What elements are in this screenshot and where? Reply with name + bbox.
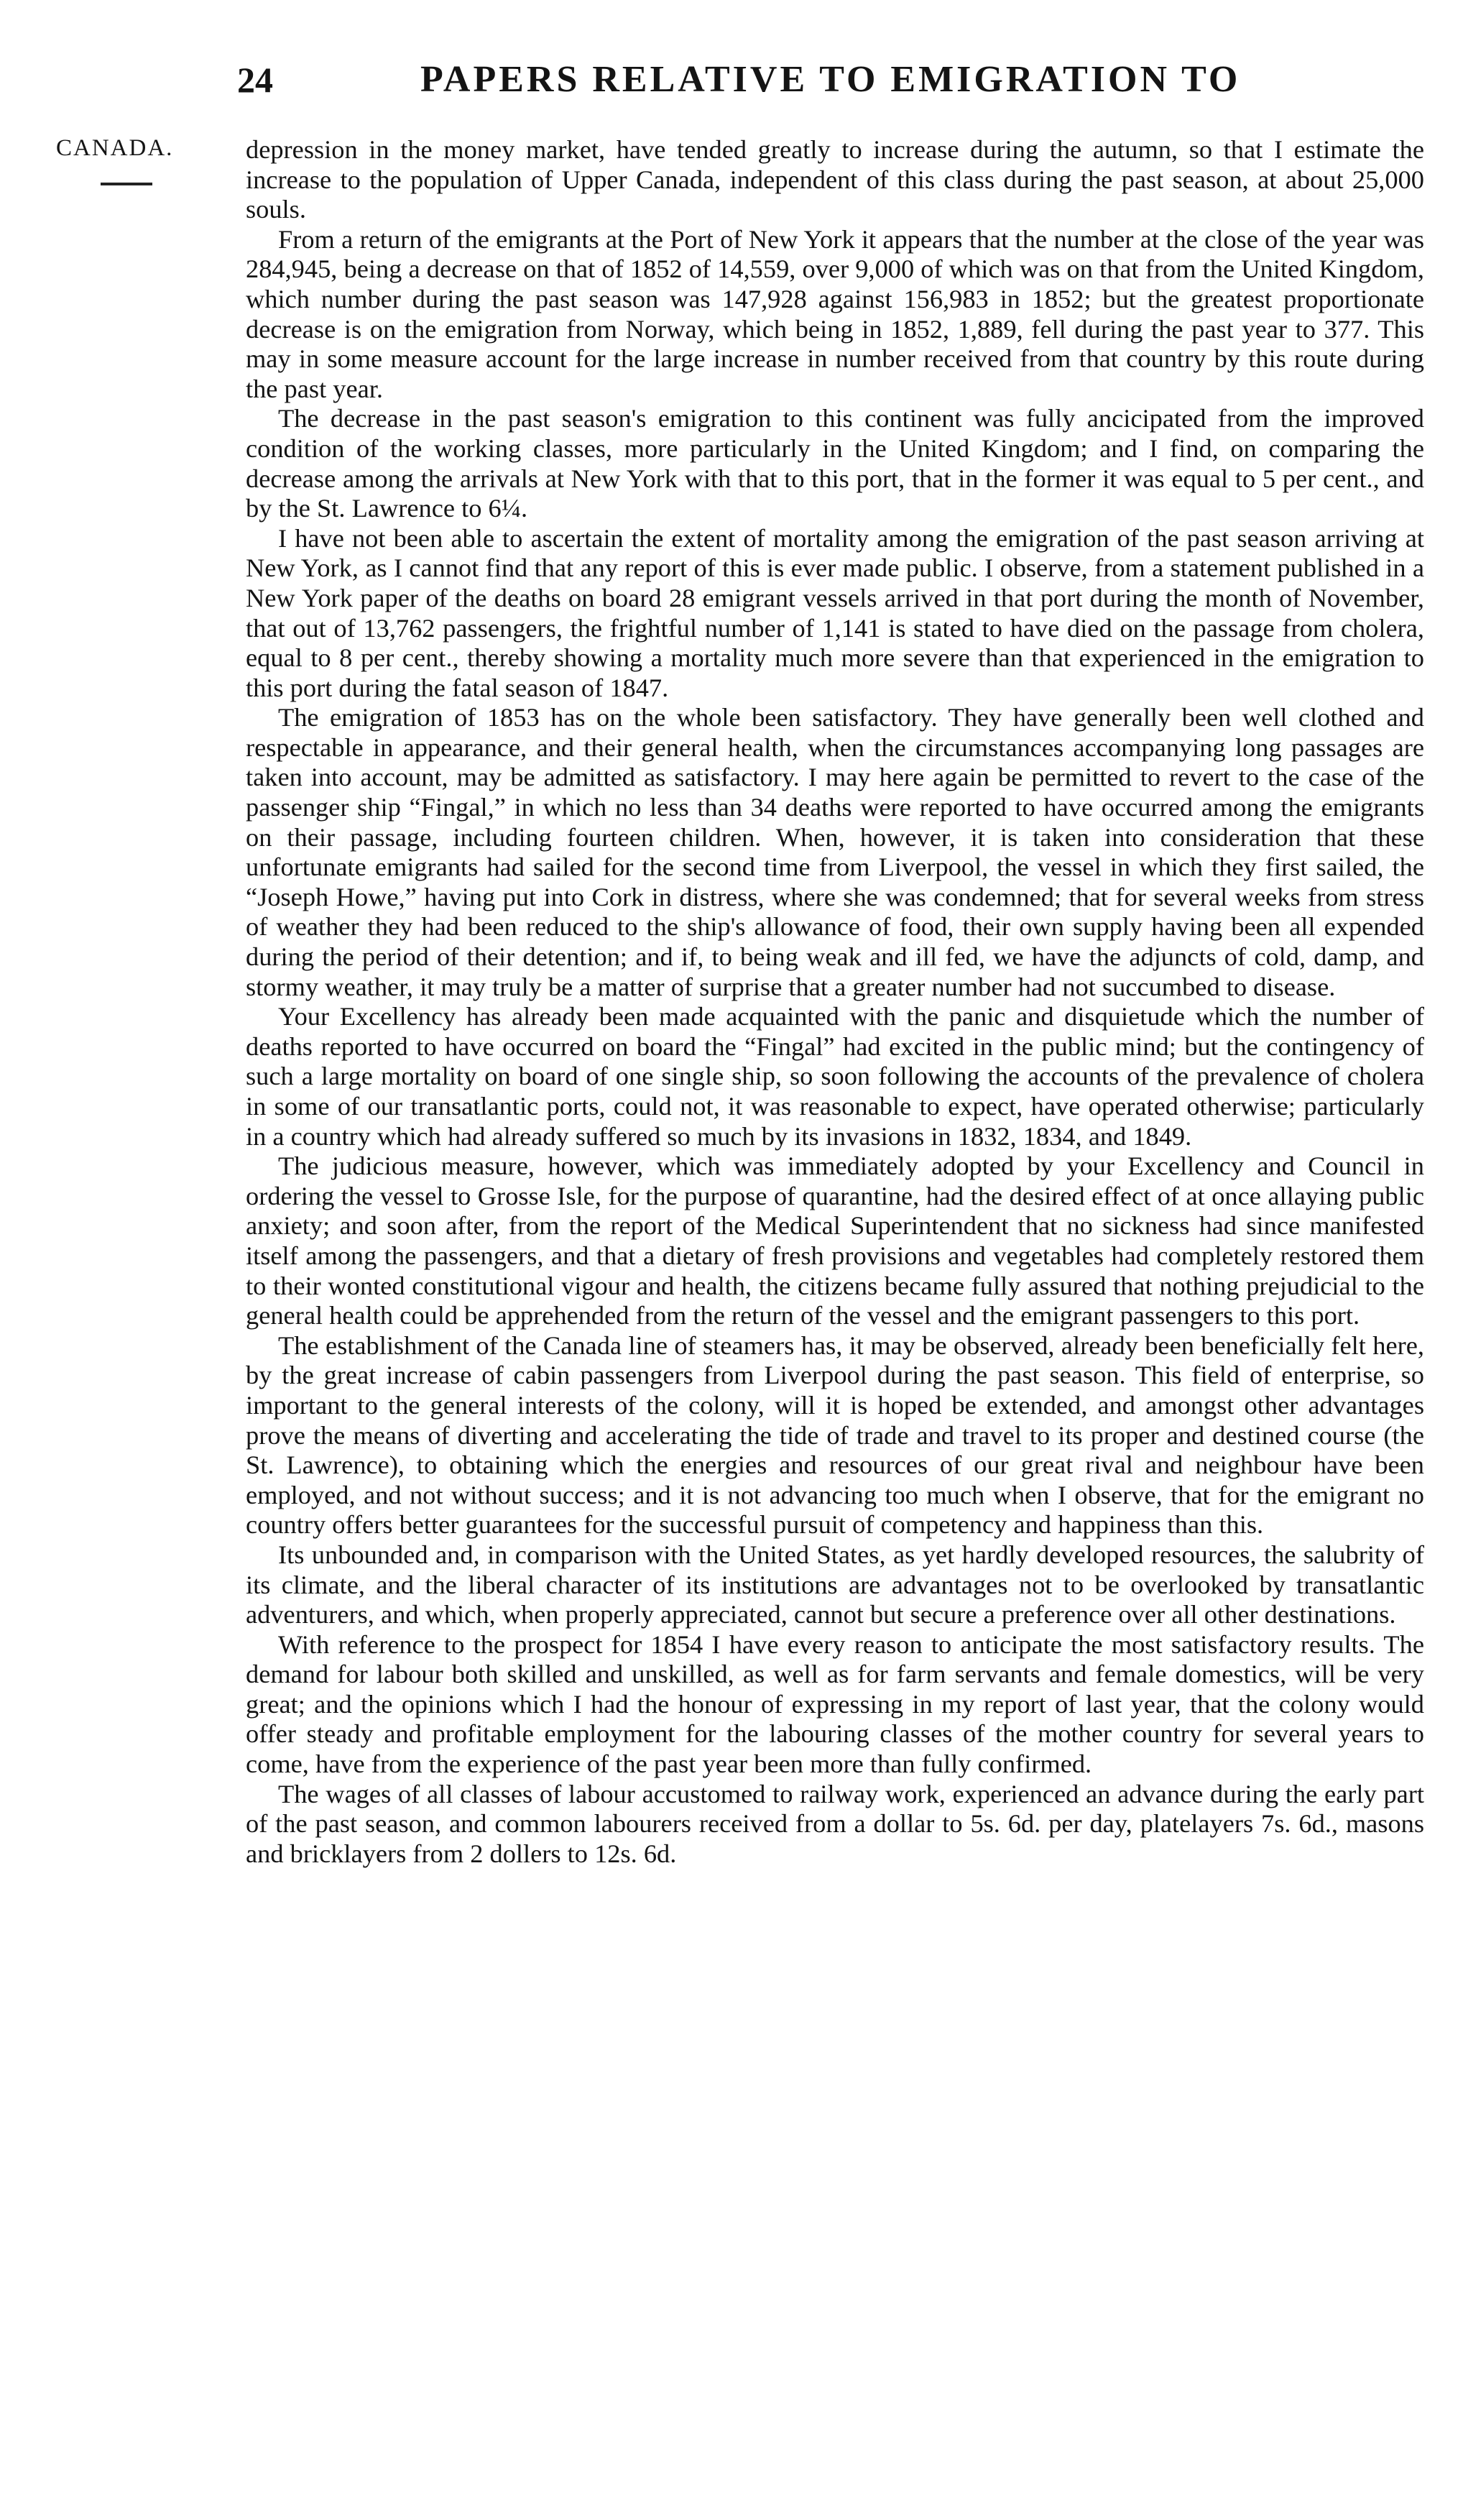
paragraph: The decrease in the past season's emigration to this continent was fully ancicipated from the improved condition of the working classes, more particularly in the United Kingdom; and I find, on comparing the decrease among the arrivals at New York with that to this port, that in the former it was equal to 5 per cent., and by the St. Lawrence to 6¼. — [246, 404, 1424, 523]
paragraph: I have not been able to ascertain the extent of mortality among the emigration of the past season arriving at New York, as I cannot find that any report of this is ever made public. I observe, from a statement published in a New York paper of the deaths on board 28 emigrant vessels arrived in that port during the month of November, that out of 13,762 passengers, the frightful number of 1,141 is stated to have died on the passage from cholera, equal to 8 per cent., thereby showing a mortality much more severe than that experienced in the emigration to this port during the fatal season of 1847. — [246, 523, 1424, 702]
paragraph: The wages of all classes of labour accustomed to railway work, experienced an advance during the early part of the past season, and common labourers received from a dollar to 5s. 6d. per day, platelayers 7s. 6d., masons and bricklayers from 2 dollers to 12s. 6d. — [246, 1779, 1424, 1868]
paragraph: depression in the money market, have tended greatly to increase during the autumn, so that I estimate the increase to the population of Upper Canada, independent of this class during the past season, at about 25,000 souls. — [246, 135, 1424, 224]
running-title: PAPERS RELATIVE TO EMIGRATION TO — [420, 59, 1241, 100]
body-text — [246, 135, 1424, 1869]
paragraph: With reference to the prospect for 1854 I have every reason to anticipate the most satisfactory results. The demand for labour both skilled and unskilled, as well as for farm servants and female domestics, will be very great; and the opinions which I had the honour of expressing in my report of last year, that the colony would offer steady and profitable employment for the labouring classes of the mother country for several years to come, have from the experience of the past year been more than fully confirmed. — [246, 1629, 1424, 1779]
paragraph: From a return of the emigrants at the Port of New York it appears that the number at the close of the year was 284,945, being a decrease on that of 1852 of 14,559, over 9,000 of which was on that from the United Kingdom, which number during the past season was 147,928 against 156,983 in 1852; but the greatest proportionate decrease is on the emigration from Norway, which being in 1852, 1,889, fell during the past year to 377. This may in some measure account for the large increase in number received from that country by this route during the past year. — [246, 224, 1424, 403]
page-header — [237, 55, 1423, 105]
margin-label: CANADA. — [56, 135, 174, 161]
paragraph: The establishment of the Canada line of steamers has, it may be observed, already been beneficially felt here, by the great increase of cabin passengers from Liverpool during the past season. This field of enterprise, so important to the general interests of the colony, will it is hoped be extended, and amongst other advantages prove the means of diverting and accelerating the tide of trade and travel to its proper and destined course (the St. Lawrence), to obtaining which the energies and resources of our great rival and neighbour have been employed, and not without success; and it is not advancing too much when I observe, that for the emigrant no country offers better guarantees for the successful pursuit of competency and happiness than this. — [246, 1330, 1424, 1540]
margin-rule — [101, 183, 152, 185]
paragraph: The emigration of 1853 has on the whole been satisfactory. They have generally been well clothed and respectable in appearance, and their general health, when the circumstances accompanying long passages are taken into account, may be admitted as satisfactory. I may here again be permitted to revert to the case of the passenger ship “Fingal,” in which no less than 34 deaths were reported to have occurred among the emigrants on their passage, including fourteen children. When, however, it is taken into consideration that these unfortunate emigrants had sailed for the second time from Liverpool, the vessel in which they first sailed, the “Joseph Howe,” having put into Cork in distress, where she was condemned; that for several weeks from stress of weather they had been reduced to the ship's allowance of food, their own supply having been all expended during the period of their detention; and if, to being weak and ill fed, we have the adjuncts of cold, damp, and stormy weather, it may truly be a matter of surprise that a greater number had not succumbed to disease. — [246, 703, 1424, 1001]
paragraph: The judicious measure, however, which was immediately adopted by your Excellency and Council in ordering the vessel to Grosse Isle, for the purpose of quarantine, had the desired effect of at once allaying public anxiety; and soon after, from the report of the Medical Superintendent that no sickness had since manifested itself among the passengers, and that a dietary of fresh provisions and vegetables had completely restored them to their wonted constitutional vigour and health, the citizens became fully assured that nothing prejudicial to the general health could be apprehended from the return of the vessel and the emigrant passengers to this port. — [246, 1151, 1424, 1330]
paragraph: Its unbounded and, in comparison with the United States, as yet hardly developed resources, the salubrity of its climate, and the liberal character of its institutions are advantages not to be overlooked by transatlantic adventurers, and which, when properly appreciated, cannot but secure a preference over all other destinations. — [246, 1540, 1424, 1629]
page-number: 24 — [237, 60, 273, 100]
paragraph: Your Excellency has already been made acquainted with the panic and disquietude which the number of deaths reported to have occurred on board the “Fingal” had excited in the public mind; but the contingency of such a large mortality on board of one single ship, so soon following the accounts of the prevalence of cholera in some of our transatlantic ports, could not, it was reasonable to expect, have operated otherwise; particularly in a country which had already suffered so much by its invasions in 1832, 1834, and 1849. — [246, 1002, 1424, 1151]
